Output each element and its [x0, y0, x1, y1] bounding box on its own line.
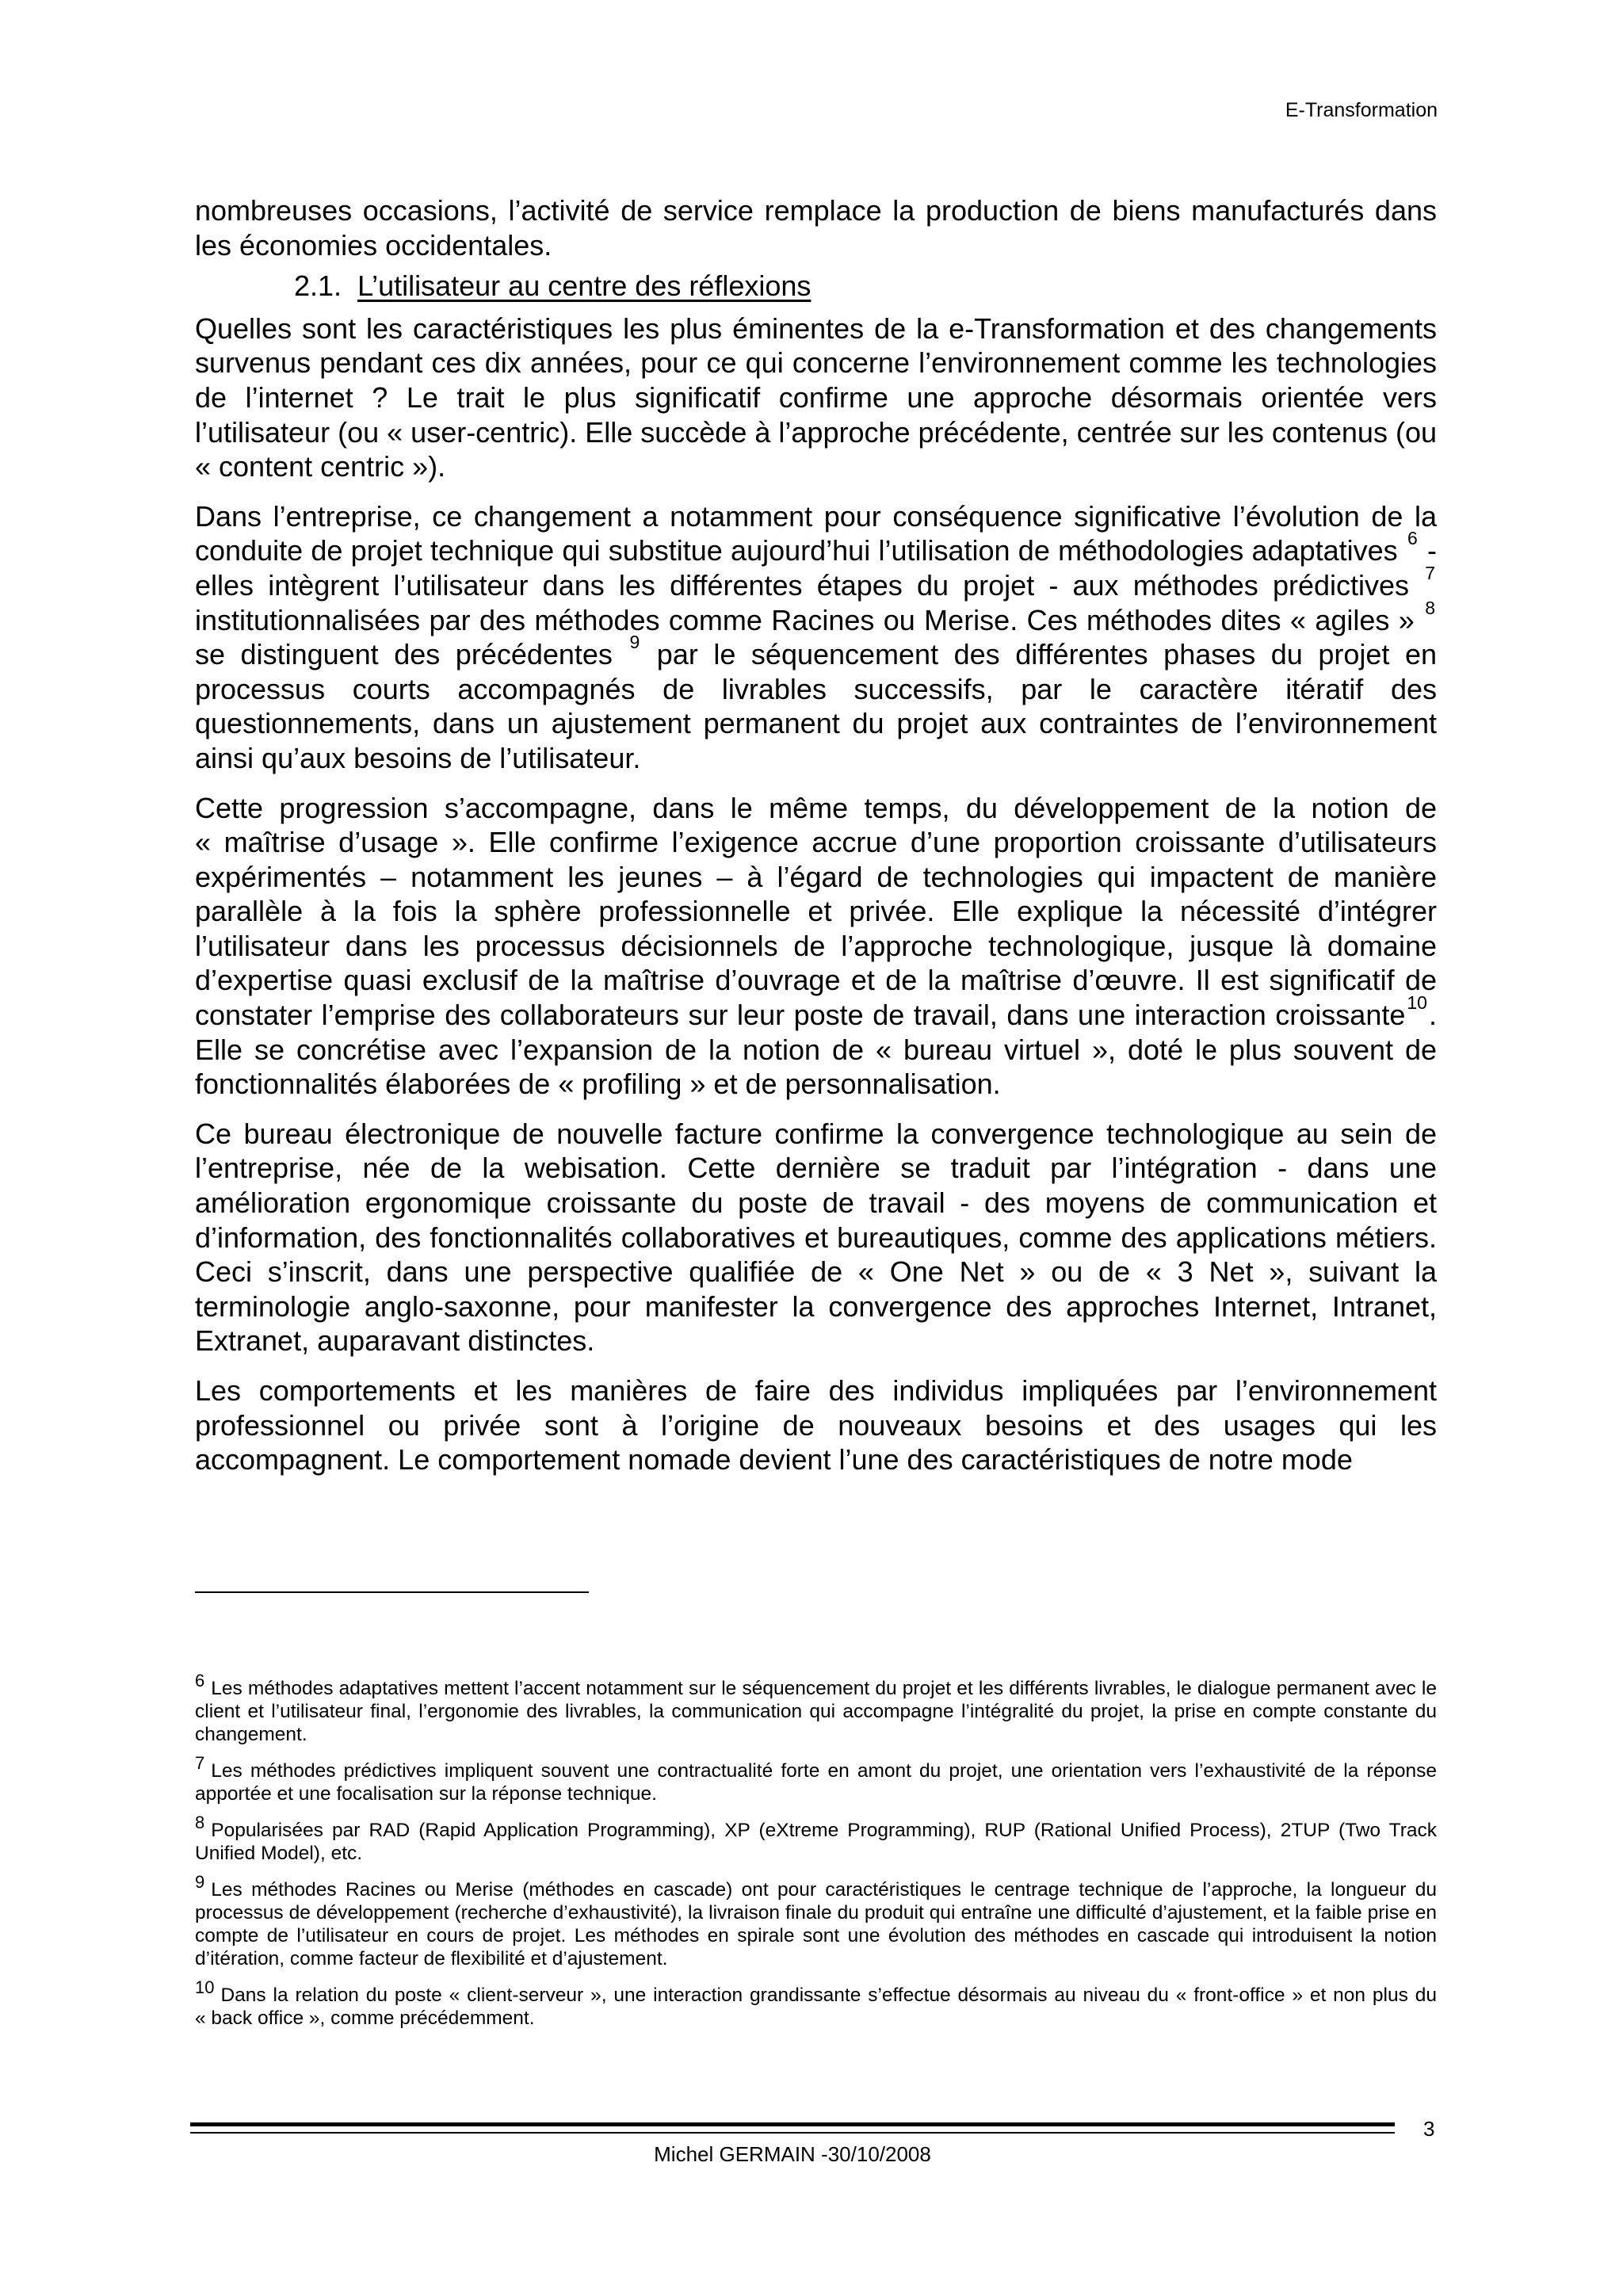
footnote-number: 9 — [195, 1872, 205, 1892]
footnote-9 — [195, 1872, 1437, 1970]
footer-rule-thin — [190, 2132, 1395, 2134]
paragraph-2-text: se distinguent des précédentes — [195, 638, 628, 671]
paragraph-3-text: Cette progression s’accompagne, dans le même temps, du développement de la notion de « maîtrise d’usage ». Elle confirme l’exigence accrue d’une proportion croissante d’utilisateurs expérimentés – notamment les jeunes – à l’égard de technologies qui impactent de manière parallèle à la fois la sphère professionnelle et privée. Elle explique la nécessité d’intégrer l’utilisateur dans les processus décisionnels de l’approche technologique, jusque là domaine d’expertise quasi exclusif de la maîtrise d’ouvrage et de la maîtrise d’œuvre. Il est significatif de constater l’emprise des collaborateurs sur leur poste de travail, dans une interaction croissante — [195, 791, 1437, 1032]
footer-rule-thick — [190, 2122, 1395, 2126]
paragraph-3-text: . Elle se concrétise avec l’expansion de la notion de « bureau virtuel », doté le plus souvent de fonctionnalités élaborées de « profiling » et de personnalisation. — [195, 999, 1437, 1101]
section-number: 2.1. — [294, 269, 342, 303]
footnote-10 — [195, 1977, 1437, 2030]
paragraph-2-text: institutionnalisées par des méthodes comme Racines ou Merise. Ces méthodes dites « agiles » — [195, 603, 1424, 636]
footnote-text: Dans la relation du poste « client-serveur », une interaction grandissante s’effectue désormais au niveau du « front-office » et non plus du « back office », comme précédemment. — [195, 1985, 1437, 2029]
footnote-7 — [195, 1753, 1437, 1805]
running-header: E-Transformation — [1285, 99, 1438, 121]
footnote-ref-7[interactable]: 7 — [1425, 562, 1435, 583]
footnote-8 — [195, 1813, 1437, 1865]
footnote-ref-6[interactable]: 6 — [1407, 528, 1418, 549]
footnote-text: Popularisées par RAD (Rapid Application Programming), XP (eXtreme Programming), RUP (Rational Unified Process), 2TUP (Two Track Unified Model), etc. — [195, 1820, 1437, 1864]
document-body — [195, 193, 1437, 1492]
paragraph-4: Ce bureau électronique de nouvelle facture confirme la convergence technologique au sein de l’entreprise, née de la webisation. Cette dernière se traduit par l’intégration - dans une amélioration ergonomique croissante du poste de travail - des moyens de communication et d’information, des fonctionnalités collaboratives et bureautiques, comme des applications métiers. Ceci s’inscrit, dans une perspective qualifiée de « One Net » ou de « 3 Net », suivant la terminologie anglo-saxonne, pour manifester la convergence des approches Internet, Intranet, Extranet, auparavant distinctes. — [195, 1117, 1437, 1358]
footnote-separator — [195, 1591, 589, 1593]
footnote-number: 8 — [195, 1813, 205, 1832]
footnote-number: 6 — [195, 1671, 205, 1690]
footnote-number: 10 — [195, 1977, 215, 1997]
footnote-text: Les méthodes adaptatives mettent l’accent notamment sur le séquencement du projet et les différents livrables, le dialogue permanent avec le client et l’utilisateur final, l’ergonomie des livrables, la communication qui accompagne l’intégralité du projet, la prise en compte constante du changement. — [195, 1678, 1437, 1745]
paragraph-2-text: par le séquencement des différentes phases du projet en processus courts accompagnés de livrables successifs, par le caractère itératif des questionnements, dans un ajustement permanent du projet aux contraintes de l’environnement ainsi qu’aux besoins de l’utilisateur. — [195, 638, 1437, 774]
section-heading — [195, 269, 1437, 304]
paragraph-2 — [195, 499, 1437, 776]
footnote-6 — [195, 1671, 1437, 1746]
footnote-ref-10[interactable]: 10 — [1407, 992, 1427, 1014]
footnote-ref-8[interactable]: 8 — [1425, 597, 1435, 618]
footnote-text: Les méthodes prédictives impliquent souvent une contractualité forte en amont du projet, une orientation vers l’exhaustivité de la réponse apportée et une focalisation sur la réponse technique. — [195, 1760, 1437, 1805]
paragraph-5: Les comportements et les manières de faire des individus impliquées par l’environnement professionnel ou privée sont à l’origine de nouveaux besoins et des usages qui les accompagnent. Le comportement nomade devient l’une des caractéristiques de notre mode — [195, 1374, 1437, 1477]
section-title: L’utilisateur au centre des réflexions — [357, 269, 812, 303]
continuation-paragraph: nombreuses occasions, l’activité de service remplace la production de biens manufacturés dans les économies occidentales. — [195, 194, 1437, 262]
paragraph-2-text: Dans l’entreprise, ce changement a notamment pour conséquence significative l’évolution de la conduite de projet technique qui substitue aujourd’hui l’utilisation de méthodologies adaptatives — [195, 499, 1437, 567]
footnote-number: 7 — [195, 1753, 205, 1773]
footer-author-date: Michel GERMAIN -30/10/2008 — [654, 2142, 931, 2166]
paragraph-1: Quelles sont les caractéristiques les plus éminentes de la e-Transformation et des changements survenus pendant ces dix années, pour ce qui concerne l’environnement comme les technologies de l’internet ? Le trait le plus significatif confirme une approche désormais orientée vers l’utilisateur (ou « user-centric). Elle succède à l’approche précédente, centrée sur les contenus (ou « content centric »). — [195, 311, 1437, 483]
paragraph-3 — [195, 791, 1437, 1102]
footnote-text: Les méthodes Racines ou Merise (méthodes en cascade) ont pour caractéristiques le centrage technique de l’approche, la longueur du processus de développement (recherche d’exhaustivité), la livraison finale du produit qui entraîne une difficulté d’ajustement, et la faible prise en compte de l’utilisateur en cours de projet. Les méthodes en spirale sont une évolution des méthodes en cascade qui introduisent la notion d’itération, comme facteur de flexibilité et d’ajustement. — [195, 1879, 1437, 1969]
paragraph-2-text: - elles intègrent l’utilisateur dans les différentes étapes du projet - aux méthodes prédictives — [195, 534, 1437, 602]
footnotes — [195, 1671, 1437, 2043]
footnote-ref-9[interactable]: 9 — [629, 632, 640, 653]
page-number: 3 — [1423, 2117, 1435, 2141]
